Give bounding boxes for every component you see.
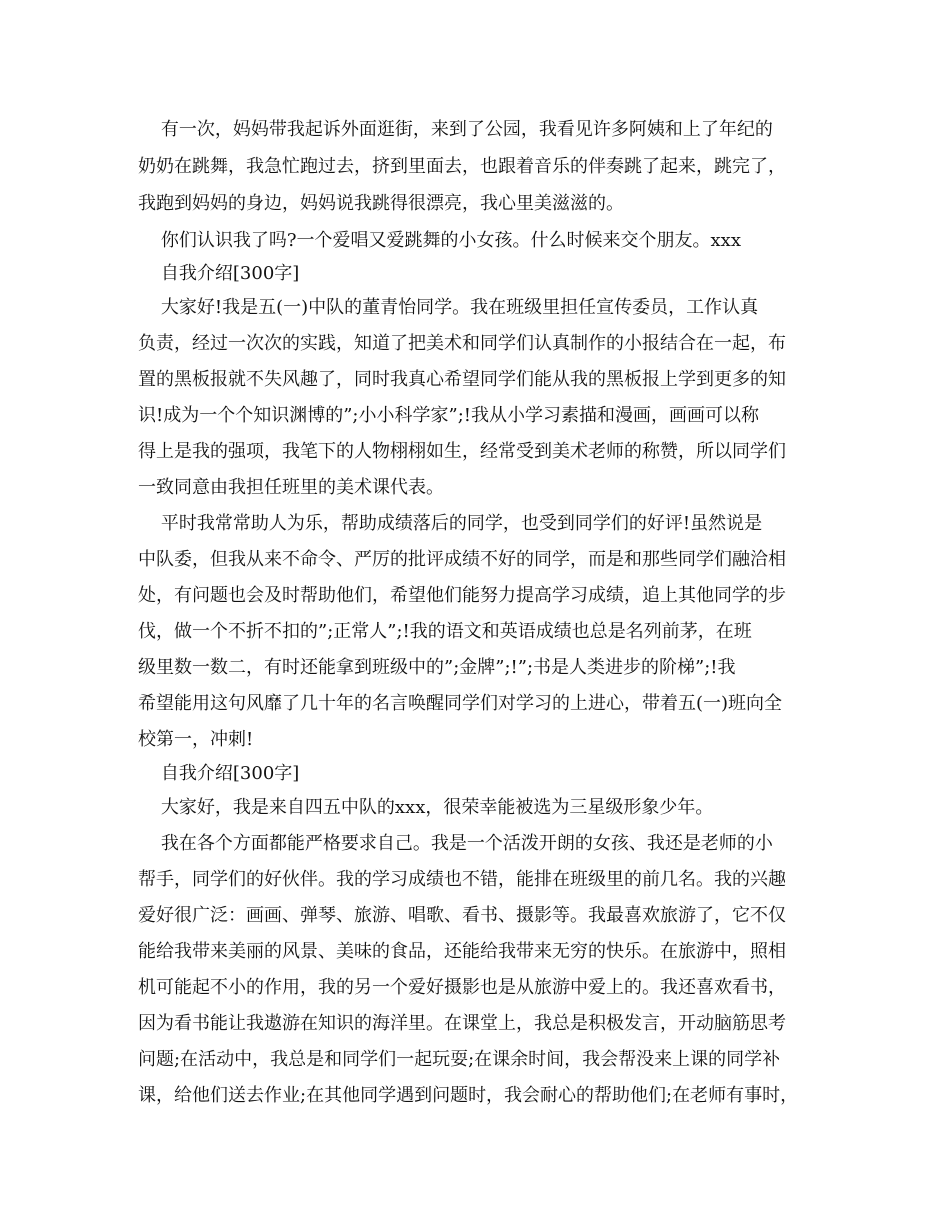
text-line: 爱好很广泛：画画、弹琴、旅游、唱歌、看书、摄影等。我最喜欢旅游了，它不仅	[138, 905, 786, 926]
section-heading: 自我介绍[300字]	[138, 263, 300, 284]
text-line: 处，有问题也会及时帮助他们，希望他们能努力提高学习成绩，追上其他同学的步	[138, 585, 786, 606]
text-line: 置的黑板报就不失风趣了，同时我真心希望同学们能从我的黑板报上学到更多的知	[138, 369, 786, 390]
text-line: 机可能起不小的作用，我的另一个爱好摄影也是从旅游中爱上的。我还喜欢看书，	[138, 977, 786, 998]
text-line: 得上是我的强项，我笔下的人物栩栩如生，经常受到美术老师的称赞，所以同学们	[138, 441, 786, 462]
text-line: 大家好，我是来自四五中队的xxx，很荣幸能被选为三星级形象少年。	[138, 797, 714, 818]
text-line: 课，给他们送去作业;在其他同学遇到问题时，我会耐心的帮助他们;在老师有事时，	[138, 1085, 799, 1106]
text-line: 我跑到妈妈的身边，妈妈说我跳得很漂亮，我心里美滋滋的。	[138, 193, 624, 214]
text-line: 帮手，同学们的好伙伴。我的学习成绩也不错，能排在班级里的前几名。我的兴趣	[138, 869, 786, 890]
text-line: 大家好!我是五(一)中队的董青怡同学。我在班级里担任宣传委员，工作认真	[138, 297, 759, 318]
text-line: 希望能用这句风靡了几十年的名言唤醒同学们对学习的上进心，带着五(一)班向全	[138, 693, 783, 714]
text-line: 伐，做一个不折不扣的”;正常人”;!我的语文和英语成绩也总是名列前茅，在班	[138, 621, 752, 642]
text-line: 你们认识我了吗?一个爱唱又爱跳舞的小女孩。什么时候来交个朋友。xxx	[138, 230, 741, 251]
text-line: 能给我带来美丽的风景、美味的食品，还能给我带来无穷的快乐。在旅游中，照相	[138, 941, 786, 962]
text-line: 因为看书能让我遨游在知识的海洋里。在课堂上，我总是积极发言，开动脑筋思考	[138, 1013, 786, 1034]
text-line: 问题;在活动中，我总是和同学们一起玩耍;在课余时间，我会帮没来上课的同学补	[138, 1049, 781, 1070]
text-line: 负责，经过一次次的实践，知道了把美术和同学们认真制作的小报结合在一起，布	[138, 333, 786, 354]
text-line: 平时我常常助人为乐，帮助成绩落后的同学，也受到同学们的好评!虽然说是	[138, 513, 763, 534]
text-line: 中队委，但我从来不命令、严厉的批评成绩不好的同学，而是和那些同学们融洽相	[138, 549, 786, 570]
text-line: 识!成为一个个知识渊博的”;小小科学家”;!我从小学习素描和漫画，画画可以称	[138, 405, 759, 426]
text-line: 一致同意由我担任班里的美术课代表。	[138, 477, 444, 498]
text-line: 级里数一数二，有时还能拿到班级中的”;金牌”;!”;书是人类进步的阶梯”;!我	[138, 657, 736, 678]
text-line: 奶奶在跳舞，我急忙跑过去，挤到里面去，也跟着音乐的伴奏跳了起来，跳完了，	[138, 156, 786, 177]
section-heading: 自我介绍[300字]	[138, 763, 300, 784]
text-line: 我在各个方面都能严格要求自己。我是一个活泼开朗的女孩、我还是老师的小	[138, 833, 773, 854]
text-line: 有一次，妈妈带我起诉外面逛街，来到了公园，我看见许多阿姨和上了年纪的	[138, 119, 773, 140]
text-line: 校第一，冲刺!	[138, 729, 254, 750]
